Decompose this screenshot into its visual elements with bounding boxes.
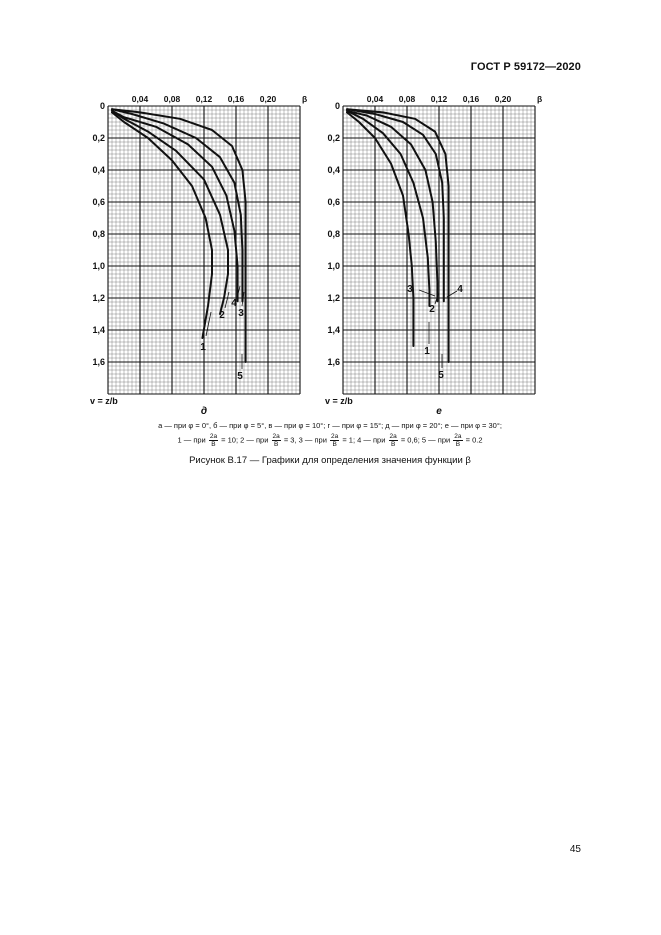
curve-label-5: 5 — [237, 371, 243, 382]
caption-item-1-suffix: = 10; — [221, 435, 239, 445]
caption-item-1-prefix: 1 — при — [177, 435, 206, 445]
doc-code: ГОСТ Р 59172—2020 — [470, 61, 581, 73]
x-tick-label: 0,16 — [227, 94, 245, 104]
ratio-fraction: $\frac{2a}{B}$ — [272, 433, 280, 448]
figure-title: Рисунок В.17 — Графики для определения значения функции β — [189, 455, 471, 466]
caption-item-4-suffix: = 0,6; — [400, 435, 420, 445]
curve-label-1: 1 — [200, 342, 206, 353]
y-tick-label: 0,4 — [327, 165, 340, 175]
curve-label-4: 4 — [457, 284, 463, 295]
x-tick-label: 0,20 — [259, 94, 277, 104]
panel-label: е — [436, 406, 442, 417]
y-tick-label: 0,2 — [327, 133, 340, 143]
y-tick-label: 1,4 — [327, 325, 340, 335]
x-tick-label: 0,12 — [195, 94, 213, 104]
chart-left-svg — [88, 84, 318, 424]
curve-label-3: 3 — [407, 284, 413, 295]
x-tick-label: 0,08 — [398, 94, 416, 104]
chart-right — [323, 84, 553, 424]
y-tick-label: 0,2 — [92, 133, 105, 143]
curve-label-3: 3 — [238, 308, 244, 319]
caption-line-2 — [80, 433, 580, 448]
curve-label-5: 5 — [438, 370, 444, 381]
ratio-fraction: $\frac{2a}{B}$ — [331, 433, 339, 448]
x-axis-symbol: β — [302, 94, 308, 104]
ratio-fraction: $\frac{2a}{B}$ — [209, 433, 218, 448]
y-tick-label: 1,0 — [92, 261, 105, 271]
y-tick-label: 0,8 — [92, 229, 105, 239]
y-tick-label: 1,0 — [327, 261, 340, 271]
x-tick-label: 0,04 — [131, 94, 149, 104]
caption-item-2-prefix: 2 — при — [240, 435, 269, 445]
y-tick-label: 0,6 — [327, 197, 340, 207]
curve-1 — [347, 112, 413, 346]
y-tick-label: 0 — [334, 101, 340, 111]
x-tick-label: 0,16 — [462, 94, 480, 104]
chart-right-svg — [323, 84, 553, 424]
panel-label: д — [200, 406, 208, 417]
curve-5 — [347, 109, 449, 362]
y-tick-label: 0 — [99, 101, 105, 111]
y-tick-label: 1,6 — [92, 357, 105, 367]
y-tick-label: 1,6 — [327, 357, 340, 367]
y-tick-label: 0,4 — [92, 165, 105, 175]
caption-line-1: а — при φ = 0°, б — при φ = 5°, в — при φ = 10°; г — при φ = 15°; д — при φ = 20°; е — при φ = 30°; — [158, 421, 502, 430]
grid — [343, 106, 535, 394]
curve-2 — [347, 111, 429, 306]
x-tick-label: 0,12 — [430, 94, 448, 104]
y-tick-label: 0,8 — [327, 229, 340, 239]
curve-label-2: 2 — [429, 304, 435, 315]
y-tick-label: 0,6 — [92, 197, 105, 207]
x-tick-label: 0,04 — [366, 94, 384, 104]
curve-label-4: 4 — [231, 298, 237, 309]
caption-item-5-prefix: 5 — при — [421, 435, 451, 445]
curve-label-1: 1 — [424, 346, 430, 357]
caption-item-3-prefix: 3 — при — [298, 435, 327, 445]
ratio-fraction: $\frac{2a}{B}$ — [454, 433, 462, 448]
caption-item-4-prefix: 4 — при — [357, 435, 386, 445]
curve-label-2: 2 — [219, 310, 225, 321]
x-tick-label: 0,20 — [494, 94, 512, 104]
caption-item-3-suffix: = 1; — [342, 435, 356, 445]
y-tick-label: 1,4 — [92, 325, 105, 335]
page-number: 45 — [569, 844, 581, 855]
x-tick-label: 0,08 — [163, 94, 181, 104]
y-axis-label: v = z/b — [325, 396, 353, 406]
caption-item-2-suffix: = 3, — [283, 435, 297, 445]
figure-caption — [80, 419, 580, 448]
y-tick-label: 1,2 — [327, 293, 340, 303]
y-tick-label: 1,2 — [92, 293, 105, 303]
x-axis-symbol: β — [537, 94, 543, 104]
y-axis-label: v = z/b — [90, 396, 118, 406]
curve-1 — [112, 112, 212, 338]
chart-left — [88, 84, 318, 424]
caption-item-5-suffix: = 0.2 — [465, 435, 483, 445]
ratio-fraction: $\frac{2a}{B}$ — [389, 433, 397, 448]
